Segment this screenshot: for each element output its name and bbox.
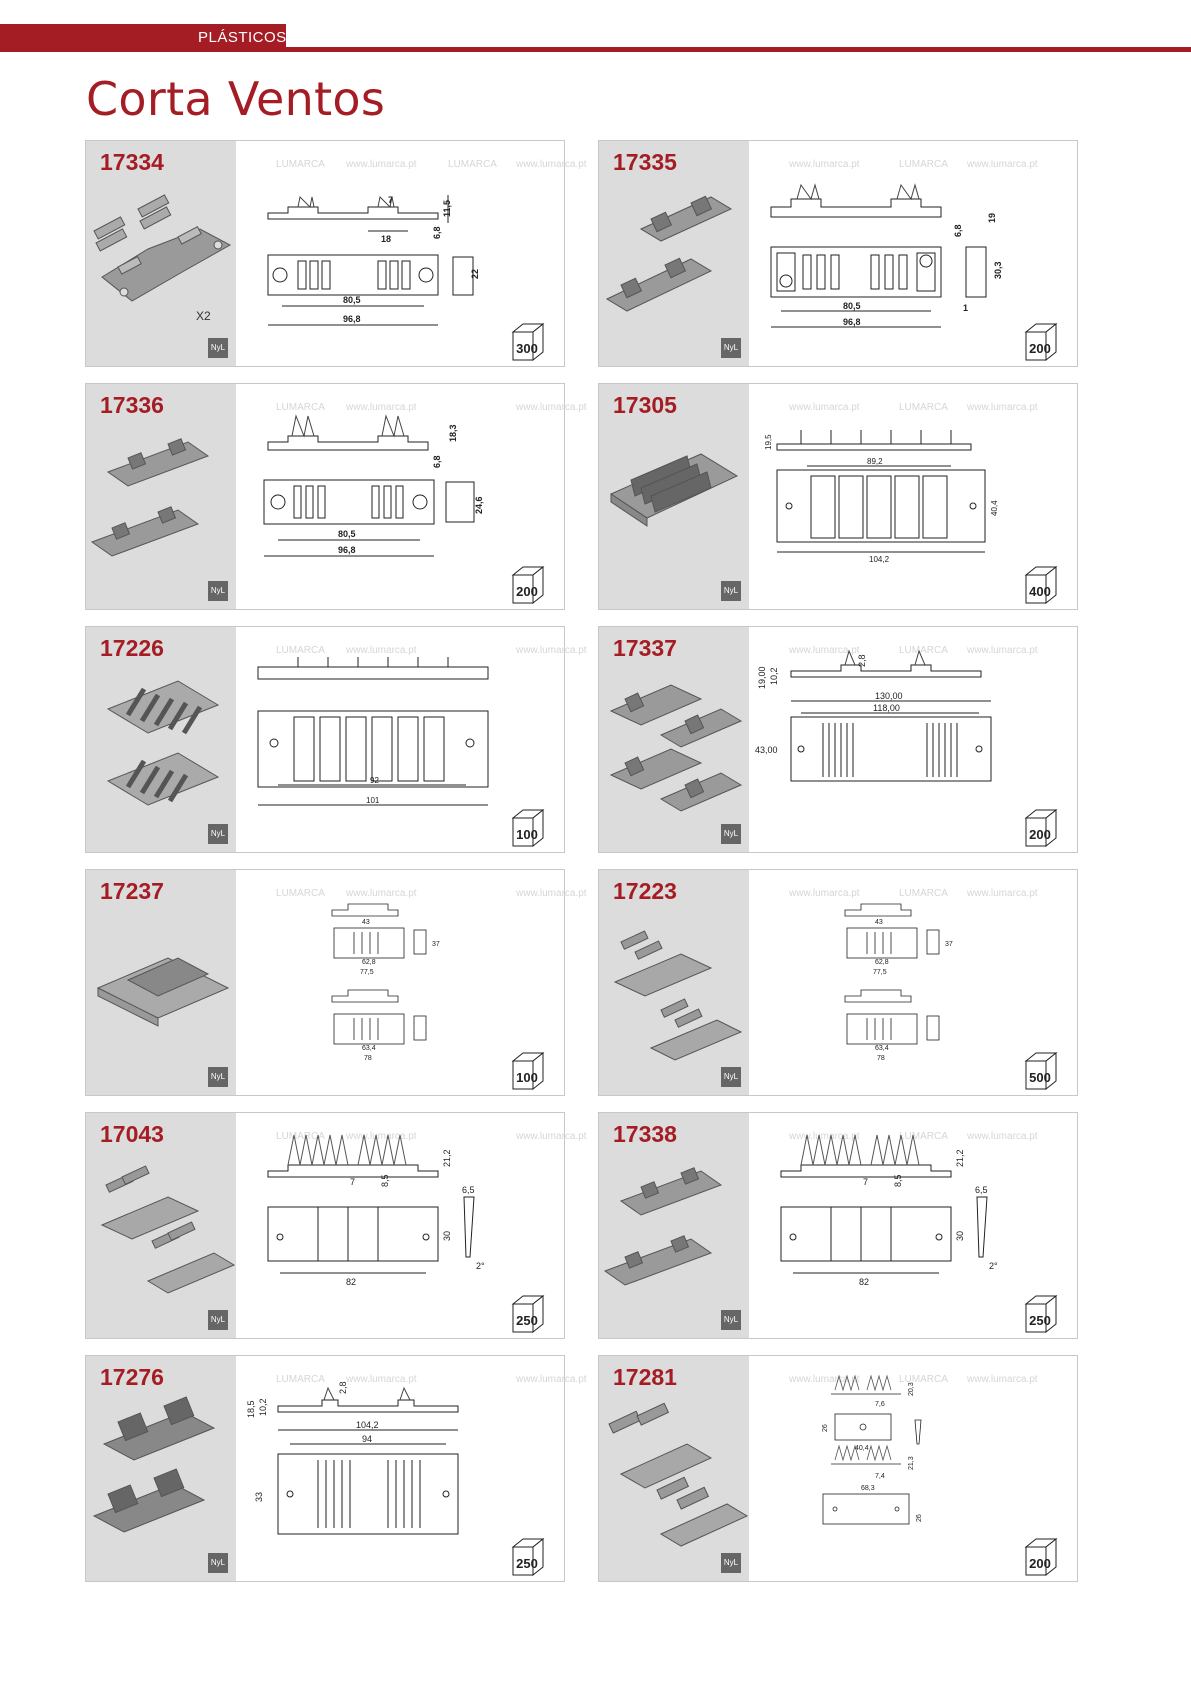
watermark-url: www.lumarca.pt (967, 645, 1038, 656)
watermark-brand: LUMARCA (448, 159, 497, 170)
technical-drawing (751, 1366, 1021, 1546)
product-card-17338[interactable] (598, 1112, 1078, 1339)
product-photo (601, 675, 747, 835)
dim-label: 82 (346, 1277, 357, 1287)
dim-label: 96,8 (343, 314, 361, 324)
dim-label: 18,3 (448, 424, 458, 442)
dim-label: 8,5 (893, 1174, 903, 1187)
product-photo (88, 432, 234, 592)
material-badge: NyL (208, 1310, 228, 1330)
dim-label: 33 (254, 1491, 264, 1502)
material-badge: NyL (208, 338, 228, 358)
package-quantity: 200 (1029, 341, 1051, 356)
package-quantity: 100 (516, 827, 538, 842)
package-quantity: 300 (516, 341, 538, 356)
watermark-brand: LUMARCA (899, 645, 948, 656)
product-code: 17336 (100, 392, 164, 418)
dim-label: 19 (987, 212, 997, 223)
watermark-url: www.lumarca.pt (346, 645, 417, 656)
watermark-url: www.lumarca.pt (516, 1131, 587, 1142)
technical-drawing (751, 1123, 1021, 1303)
dim-label: 78 (877, 1055, 885, 1062)
watermark-url: www.lumarca.pt (967, 159, 1038, 170)
dim-label: 43 (875, 919, 883, 926)
package-quantity: 200 (1029, 1556, 1051, 1571)
watermark-url: www.lumarca.pt (789, 1374, 860, 1385)
dim-label: 30 (955, 1230, 965, 1241)
dim-label: 104,2 (869, 555, 890, 564)
product-card-17335[interactable] (598, 140, 1078, 367)
header-rule (0, 47, 1191, 52)
technical-drawing (238, 151, 508, 331)
dim-label: 30 (442, 1230, 452, 1241)
product-photo (601, 918, 747, 1078)
dim-label: 10,2 (769, 667, 779, 685)
product-photo (88, 1404, 234, 1564)
watermark-url: www.lumarca.pt (346, 159, 417, 170)
dim-label: 63,4 (875, 1045, 889, 1052)
material-badge: NyL (208, 1067, 228, 1087)
watermark-url: www.lumarca.pt (516, 1374, 587, 1385)
material-badge: NyL (208, 581, 228, 601)
dim-label: 118,00 (873, 703, 900, 713)
technical-drawing (751, 394, 1021, 574)
watermark-url: www.lumarca.pt (789, 888, 860, 899)
dim-label: 77,5 (360, 969, 374, 976)
product-card-17223[interactable] (598, 869, 1078, 1096)
watermark-brand: LUMARCA (899, 1131, 948, 1142)
watermark-brand: LUMARCA (899, 888, 948, 899)
technical-drawing (238, 637, 508, 817)
watermark-brand: LUMARCA (899, 402, 948, 413)
dim-label: 2,8 (338, 1381, 348, 1394)
material-badge: NyL (208, 824, 228, 844)
dim-label: 8,5 (380, 1174, 390, 1187)
dim-label: 2° (989, 1261, 998, 1271)
dim-label: 96,8 (338, 545, 356, 555)
dim-label: 62,8 (362, 959, 376, 966)
dim-label: 80,5 (343, 295, 361, 305)
product-photo (601, 1161, 747, 1321)
product-code: 17334 (100, 149, 164, 175)
material-badge: NyL (721, 1310, 741, 1330)
dim-label: 19,5 (764, 434, 773, 450)
product-card-17334[interactable] (85, 140, 587, 367)
watermark-url: www.lumarca.pt (967, 888, 1038, 899)
watermark-brand: LUMARCA (276, 402, 325, 413)
watermark-url: www.lumarca.pt (967, 402, 1038, 413)
product-photo (88, 189, 234, 349)
watermark-brand: LUMARCA (276, 888, 325, 899)
dim-label: 1 (963, 303, 969, 313)
product-code: 17335 (613, 149, 677, 175)
product-code: 17337 (613, 635, 677, 661)
product-code: 17276 (100, 1364, 164, 1390)
dim-label: 78 (364, 1055, 372, 1062)
material-badge: NyL (721, 581, 741, 601)
package-quantity: 250 (516, 1313, 538, 1328)
category-label: PLÁSTICOS (198, 29, 287, 46)
package-quantity: 200 (1029, 827, 1051, 842)
watermark-brand: LUMARCA (276, 1374, 325, 1385)
product-code: 17223 (613, 878, 677, 904)
watermark-url: www.lumarca.pt (967, 1131, 1038, 1142)
package-quantity: 250 (516, 1556, 538, 1571)
dim-label: 21,2 (442, 1149, 452, 1167)
product-card-17237[interactable] (85, 869, 587, 1096)
dim-label: 63,4 (362, 1045, 376, 1052)
product-photo (601, 189, 747, 349)
package-quantity: 400 (1029, 584, 1051, 599)
dim-label: 26 (822, 1424, 829, 1432)
dim-label: 18 (381, 234, 392, 244)
dim-label: 7,6 (875, 1401, 885, 1408)
dim-label: 26 (916, 1514, 923, 1522)
dim-label: 30,3 (993, 261, 1003, 279)
dim-label: 62,8 (875, 959, 889, 966)
dim-label: 40,4 (855, 1445, 869, 1452)
quantity-note: X2 (196, 309, 211, 323)
dim-label: 6,5 (462, 1185, 475, 1195)
dim-label: 130,00 (875, 691, 903, 701)
watermark-brand: LUMARCA (899, 1374, 948, 1385)
dim-label: 7 (863, 1177, 869, 1187)
dim-label: 2,8 (857, 654, 867, 667)
watermark-url: www.lumarca.pt (346, 402, 417, 413)
dim-label: 6,8 (432, 226, 442, 239)
material-badge: NyL (721, 338, 741, 358)
technical-drawing (238, 1366, 508, 1546)
product-photo (601, 1404, 747, 1564)
dim-label: 21,3 (908, 1456, 915, 1470)
package-quantity: 100 (516, 1070, 538, 1085)
dim-label: 10,2 (258, 1398, 268, 1416)
product-code: 17281 (613, 1364, 677, 1390)
watermark-url: www.lumarca.pt (516, 888, 587, 899)
product-photo (601, 432, 747, 592)
product-code: 17305 (613, 392, 677, 418)
dim-label: 6,5 (975, 1185, 988, 1195)
dim-label: 18,5 (246, 1400, 256, 1418)
dim-label: 68,3 (861, 1485, 875, 1492)
technical-drawing (238, 394, 508, 574)
dim-label: 43 (362, 919, 370, 926)
watermark-url: www.lumarca.pt (516, 402, 587, 413)
product-photo (88, 675, 234, 835)
dim-label: 20,3 (908, 1382, 915, 1396)
package-quantity: 200 (516, 584, 538, 599)
product-photo (88, 918, 234, 1078)
watermark-brand: LUMARCA (276, 159, 325, 170)
material-badge: NyL (721, 1553, 741, 1573)
watermark-url: www.lumarca.pt (789, 1131, 860, 1142)
page-title: Corta Ventos (86, 72, 386, 126)
dim-label: 11,5 (442, 199, 452, 217)
watermark-url: www.lumarca.pt (789, 402, 860, 413)
watermark-url: www.lumarca.pt (789, 159, 860, 170)
dim-label: 92 (370, 776, 379, 785)
dim-label: 77,5 (873, 969, 887, 976)
watermark-url: www.lumarca.pt (967, 1374, 1038, 1385)
dim-label: 80,5 (843, 301, 861, 311)
product-card-17226[interactable] (85, 626, 587, 853)
product-code: 17338 (613, 1121, 677, 1147)
technical-drawing (238, 880, 508, 1060)
watermark-url: www.lumarca.pt (516, 159, 587, 170)
dim-label: 104,2 (356, 1420, 379, 1430)
material-badge: NyL (721, 1067, 741, 1087)
watermark-url: www.lumarca.pt (346, 888, 417, 899)
watermark-brand: LUMARCA (276, 1131, 325, 1142)
dim-label: 96,8 (843, 317, 861, 327)
package-quantity: 500 (1029, 1070, 1051, 1085)
dim-label: 24,6 (474, 496, 484, 514)
dim-label: 82 (859, 1277, 870, 1287)
watermark-brand: LUMARCA (276, 645, 325, 656)
dim-label: 7 (350, 1177, 356, 1187)
product-card-17276[interactable] (85, 1355, 587, 1582)
package-quantity: 250 (1029, 1313, 1051, 1328)
dim-label: 6,8 (432, 455, 442, 468)
watermark-url: www.lumarca.pt (346, 1131, 417, 1142)
dim-label: 7 (388, 195, 394, 205)
technical-drawing (751, 880, 1021, 1060)
dim-label: 43,00 (755, 745, 778, 755)
watermark-brand: LUMARCA (899, 159, 948, 170)
material-badge: NyL (208, 1553, 228, 1573)
product-code: 17226 (100, 635, 164, 661)
dim-label: 37 (432, 941, 440, 948)
dim-label: 19,00 (757, 666, 767, 689)
technical-drawing (751, 637, 1021, 817)
dim-label: 7,4 (875, 1473, 885, 1480)
dim-label: 101 (366, 796, 380, 805)
technical-drawing (238, 1123, 508, 1303)
dim-label: 80,5 (338, 529, 356, 539)
dim-label: 89,2 (867, 457, 883, 466)
technical-drawing (751, 151, 1021, 331)
product-code: 17237 (100, 878, 164, 904)
watermark-url: www.lumarca.pt (346, 1374, 417, 1385)
dim-label: 6,8 (953, 224, 963, 237)
dim-label: 40,4 (990, 500, 999, 516)
product-photo (88, 1161, 234, 1321)
product-card-17336[interactable] (85, 383, 587, 610)
dim-label: 94 (362, 1434, 373, 1444)
product-card-17281[interactable] (598, 1355, 1078, 1582)
watermark-url: www.lumarca.pt (789, 645, 860, 656)
dim-label: 22 (470, 268, 480, 279)
watermark-url: www.lumarca.pt (516, 645, 587, 656)
material-badge: NyL (721, 824, 741, 844)
product-card-17043[interactable] (85, 1112, 587, 1339)
dim-label: 37 (945, 941, 953, 948)
product-card-17337[interactable] (598, 626, 1078, 853)
product-code: 17043 (100, 1121, 164, 1147)
dim-label: 2° (476, 1261, 485, 1271)
product-card-17305[interactable] (598, 383, 1078, 610)
dim-label: 21,2 (955, 1149, 965, 1167)
